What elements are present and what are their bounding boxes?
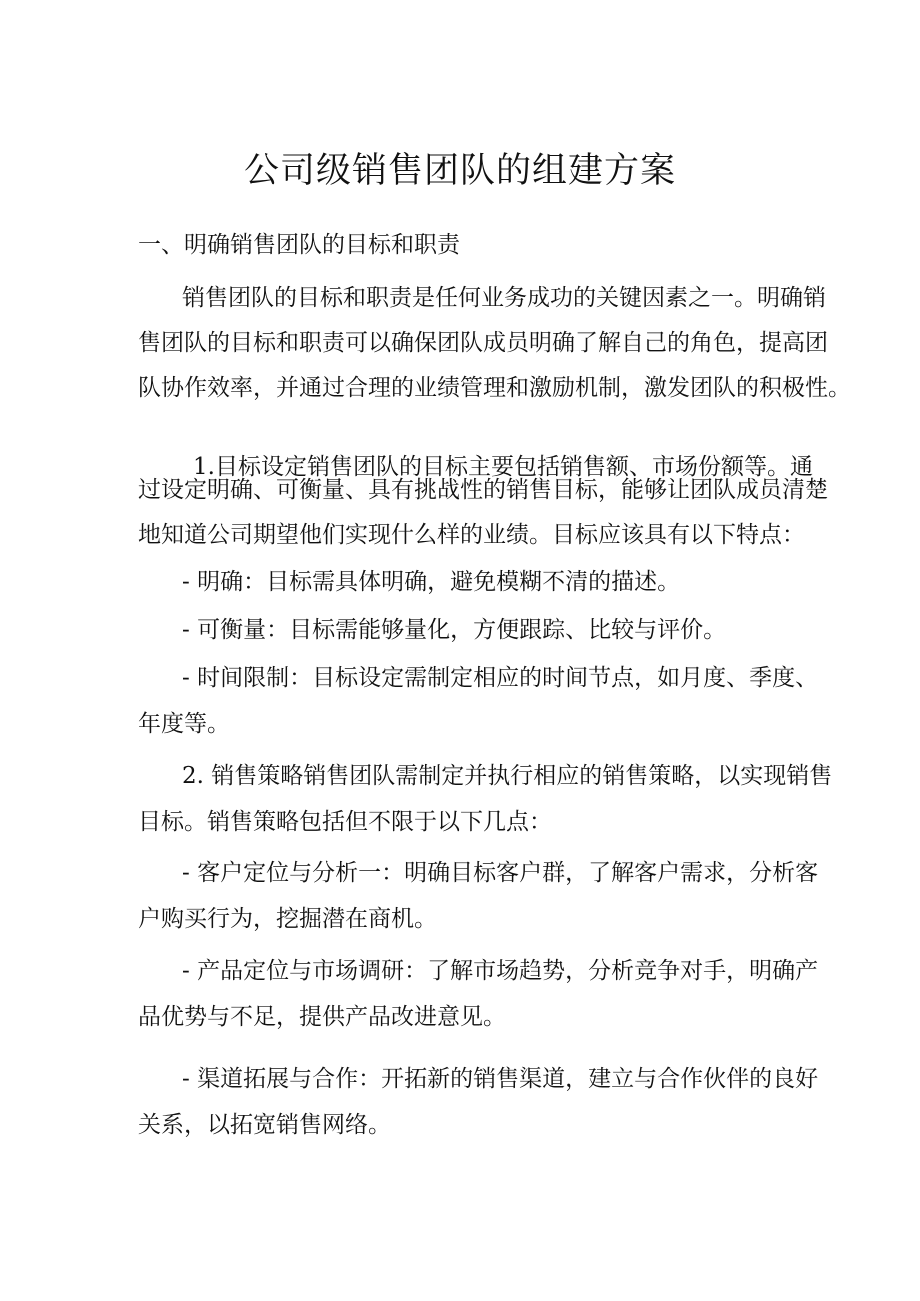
list-item-channel-expansion: - 渠道拓展与合作：开拓新的销售渠道，建立与合作伙伴的良好 xyxy=(182,1066,819,1092)
subsection-line-sales-strategy: 2. 销售策略销售团队需制定并执行相应的销售策略，以实现销售 xyxy=(182,763,833,789)
list-item-customer-positioning: - 客户定位与分析一：明确目标客户群，了解客户需求，分析客 xyxy=(182,860,819,886)
list-item-measurable: - 可衡量：目标需能够量化，方便跟踪、比较与评价。 xyxy=(182,617,727,643)
paragraph-line: 售团队的目标和职责可以确保团队成员明确了解自己的角色，提高团 xyxy=(138,330,828,356)
paragraph-line: 地知道公司期望他们实现什么样的业绩。目标应该具有以下特点： xyxy=(138,522,805,548)
paragraph-line: 关系，以拓宽销售网络。 xyxy=(138,1112,391,1138)
list-item-product-positioning: - 产品定位与市场调研：了解市场趋势，分析竞争对手，明确产 xyxy=(182,958,819,984)
paragraph-line: 队协作效率，并通过合理的业绩管理和激励机制，激发团队的积极性。 xyxy=(138,375,851,401)
paragraph-line: 品优势与不足，提供产品改进意见。 xyxy=(138,1004,506,1030)
subsection-line-goal-setting: 1.目标设定销售团队的目标主要包括销售额、市场份额等。通 xyxy=(193,454,813,480)
paragraph-line: 年度等。 xyxy=(138,711,230,737)
list-item-clear: - 明确：目标需具体明确，避免模糊不清的描述。 xyxy=(182,569,681,595)
document-title: 公司级销售团队的组建方案 xyxy=(243,151,676,191)
paragraph-line: 户购买行为，挖掘潜在商机。 xyxy=(138,906,437,932)
section-heading-1: 一、明确销售团队的目标和职责 xyxy=(138,232,460,258)
paragraph-line: 过设定明确、可衡量、具有挑战性的销售目标，能够让团队成员清楚 xyxy=(138,477,828,503)
paragraph-line: 目标。销售策略包括但不限于以下几点： xyxy=(138,809,552,835)
list-item-time-limit: - 时间限制：目标设定需制定相应的时间节点，如月度、季度、 xyxy=(182,665,819,691)
paragraph-line: 销售团队的目标和职责是任何业务成功的关键因素之一。明确销 xyxy=(182,285,826,311)
